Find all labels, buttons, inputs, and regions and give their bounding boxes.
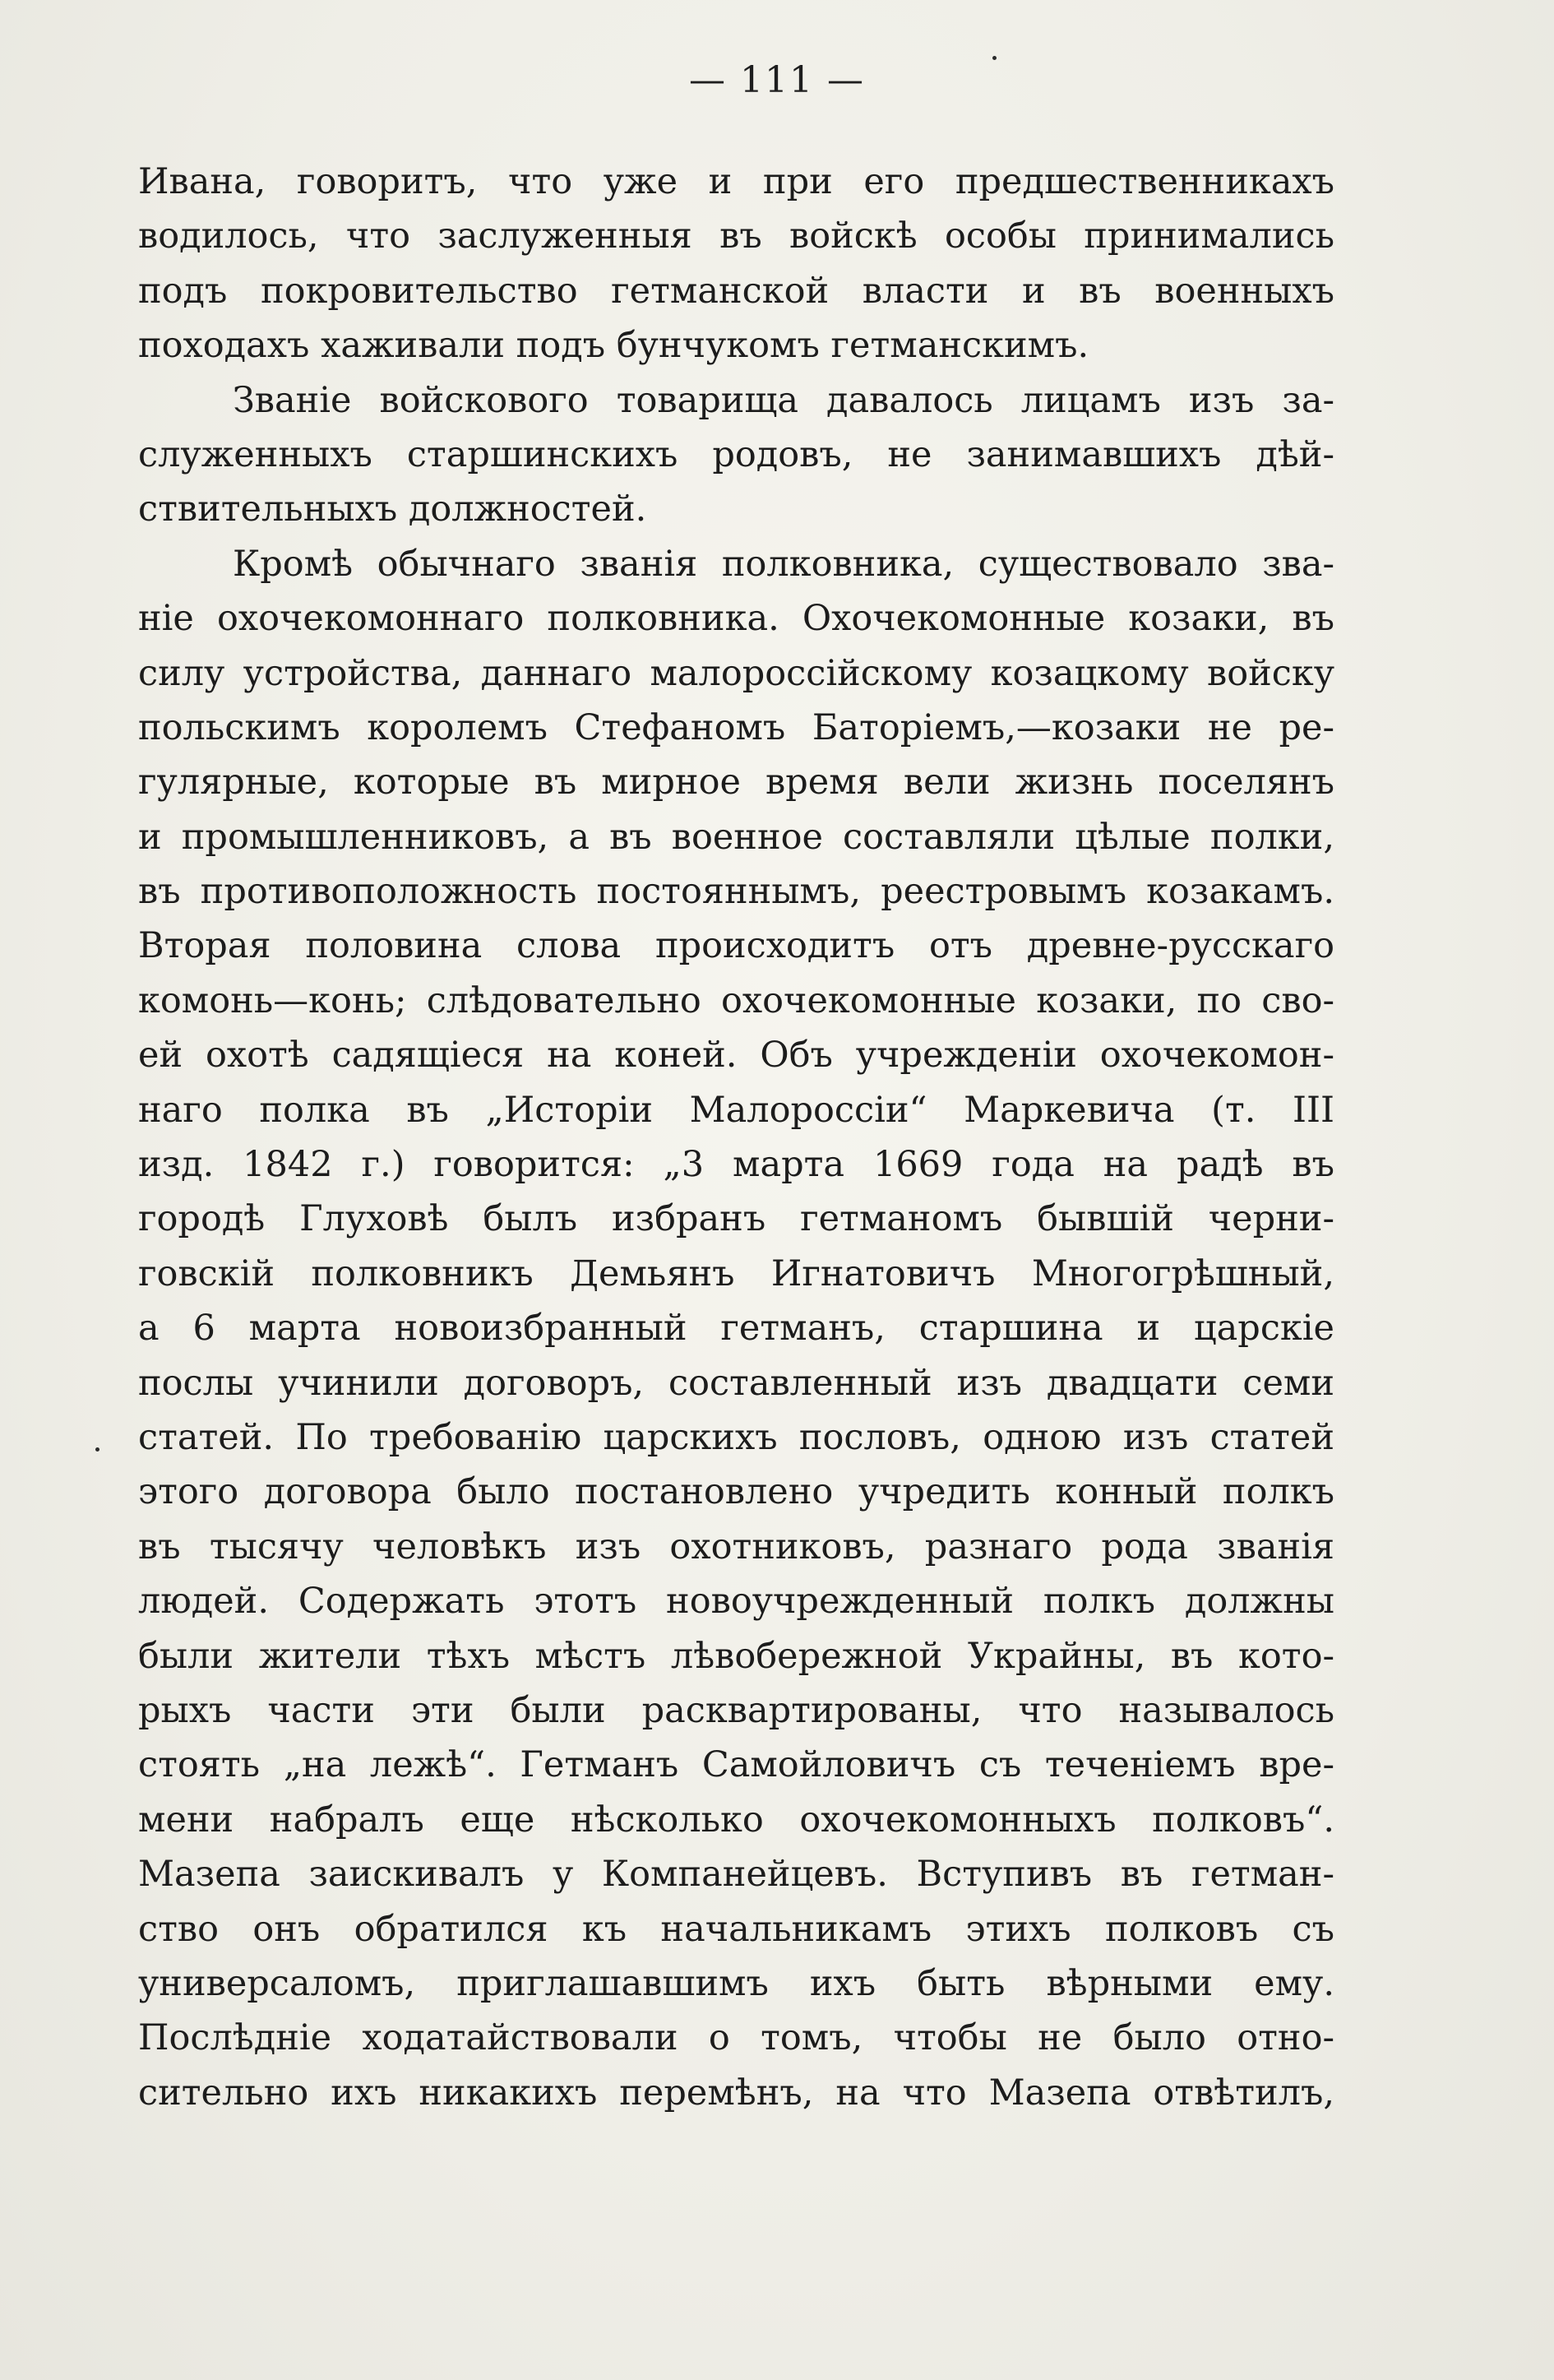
text-line: и промышленниковъ, а въ военное составляли цѣлые полки, xyxy=(138,816,1334,858)
body-text xyxy=(138,155,1334,2120)
text-line: статей. По требованію царскихъ пословъ, одною изъ статей xyxy=(138,1416,1334,1458)
print-speck xyxy=(992,56,997,60)
text-line: стоять „на лежѣ“. Гетманъ Самойловичъ съ теченіемъ вре- xyxy=(138,1744,1334,1786)
text-line: въ противоположность постояннымъ, реестровымъ козакамъ. xyxy=(138,871,1334,913)
text-line: Послѣдніе ходатайствовали о томъ, чтобы не было отно- xyxy=(138,2017,1334,2059)
text-line: наго полка въ „Исторіи Малороссіи“ Маркевича (т. III xyxy=(138,1089,1334,1131)
text-line: Мазепа заискивалъ у Компанейцевъ. Вступивъ въ гетман- xyxy=(138,1854,1334,1896)
text-line: а 6 марта новоизбранный гетманъ, старшина и царскіе xyxy=(138,1308,1334,1350)
text-line: этого договора было постановлено учредить конный полкъ xyxy=(138,1471,1334,1513)
text-line: сительно ихъ никакихъ перемѣнъ, на что Мазепа отвѣтилъ, xyxy=(138,2072,1334,2114)
text-line: гулярные, которые въ мирное время вели жизнь поселянъ xyxy=(138,762,1334,803)
text-line: Вторая половина слова происходитъ отъ древне-русскаго xyxy=(138,925,1334,967)
text-line: подъ покровительство гетманской власти и въ военныхъ xyxy=(138,270,1334,312)
text-line: ство онъ обратился къ начальникамъ этихъ полковъ съ xyxy=(138,1908,1334,1950)
text-line: ей охотѣ садящіеся на коней. Объ учрежденіи охочекомон- xyxy=(138,1035,1334,1077)
text-line: рыхъ части эти были расквартированы, что называлось xyxy=(138,1689,1334,1731)
text-line: говскій полковникъ Демьянъ Игнатовичъ Многогрѣшный, xyxy=(138,1253,1334,1294)
text-line: изд. 1842 г.) говорится: „3 марта 1669 года на радѣ въ xyxy=(138,1144,1334,1186)
text-line: мени набралъ еще нѣсколько охочекомонныхъ полковъ“. xyxy=(138,1799,1334,1841)
text-line: служенныхъ старшинскихъ родовъ, не занимавшихъ дѣй- xyxy=(138,433,1334,475)
text-line: походахъ хаживали подъ бунчукомъ гетманскимъ. xyxy=(138,325,1089,367)
text-line: Кромѣ обычнаго званія полковника, существовало зва- xyxy=(233,543,1334,585)
text-line: были жители тѣхъ мѣстъ лѣвобережной Украйны, въ кото- xyxy=(138,1635,1334,1677)
text-line: людей. Содержать этотъ новоучрежденный полкъ должны xyxy=(138,1581,1334,1623)
text-line: въ тысячу человѣкъ изъ охотниковъ, разнаго рода званія xyxy=(138,1526,1334,1567)
text-line: водилось, что заслуженныя въ войскѣ особы принимались xyxy=(138,215,1334,257)
text-line: послы учинили договоръ, составленный изъ двадцати семи xyxy=(138,1362,1334,1404)
text-line: польскимъ королемъ Стефаномъ Баторіемъ,—козаки не ре- xyxy=(138,706,1334,748)
text-line: силу устройства, даннаго малороссійскому козацкому войску xyxy=(138,652,1334,694)
text-line: универсаломъ, приглашавшимъ ихъ быть вѣрными ему. xyxy=(138,1962,1334,2004)
text-line: ніе охочекомоннаго полковника. Охочекомонные козаки, въ xyxy=(138,598,1334,640)
print-speck xyxy=(95,1447,99,1452)
text-line: городѣ Глуховѣ былъ избранъ гетманомъ бывшій черни- xyxy=(138,1198,1334,1240)
text-line: комонь—конь; слѣдовательно охочекомонные козаки, по сво- xyxy=(138,979,1334,1021)
text-line: Ивана, говоритъ, что уже и при его предшественникахъ xyxy=(138,161,1334,202)
text-line: Званіе войскового товарища давалось лицамъ изъ за- xyxy=(233,379,1334,421)
text-line: ствительныхъ должностей. xyxy=(138,489,647,530)
page-number: — 111 — xyxy=(689,59,865,101)
